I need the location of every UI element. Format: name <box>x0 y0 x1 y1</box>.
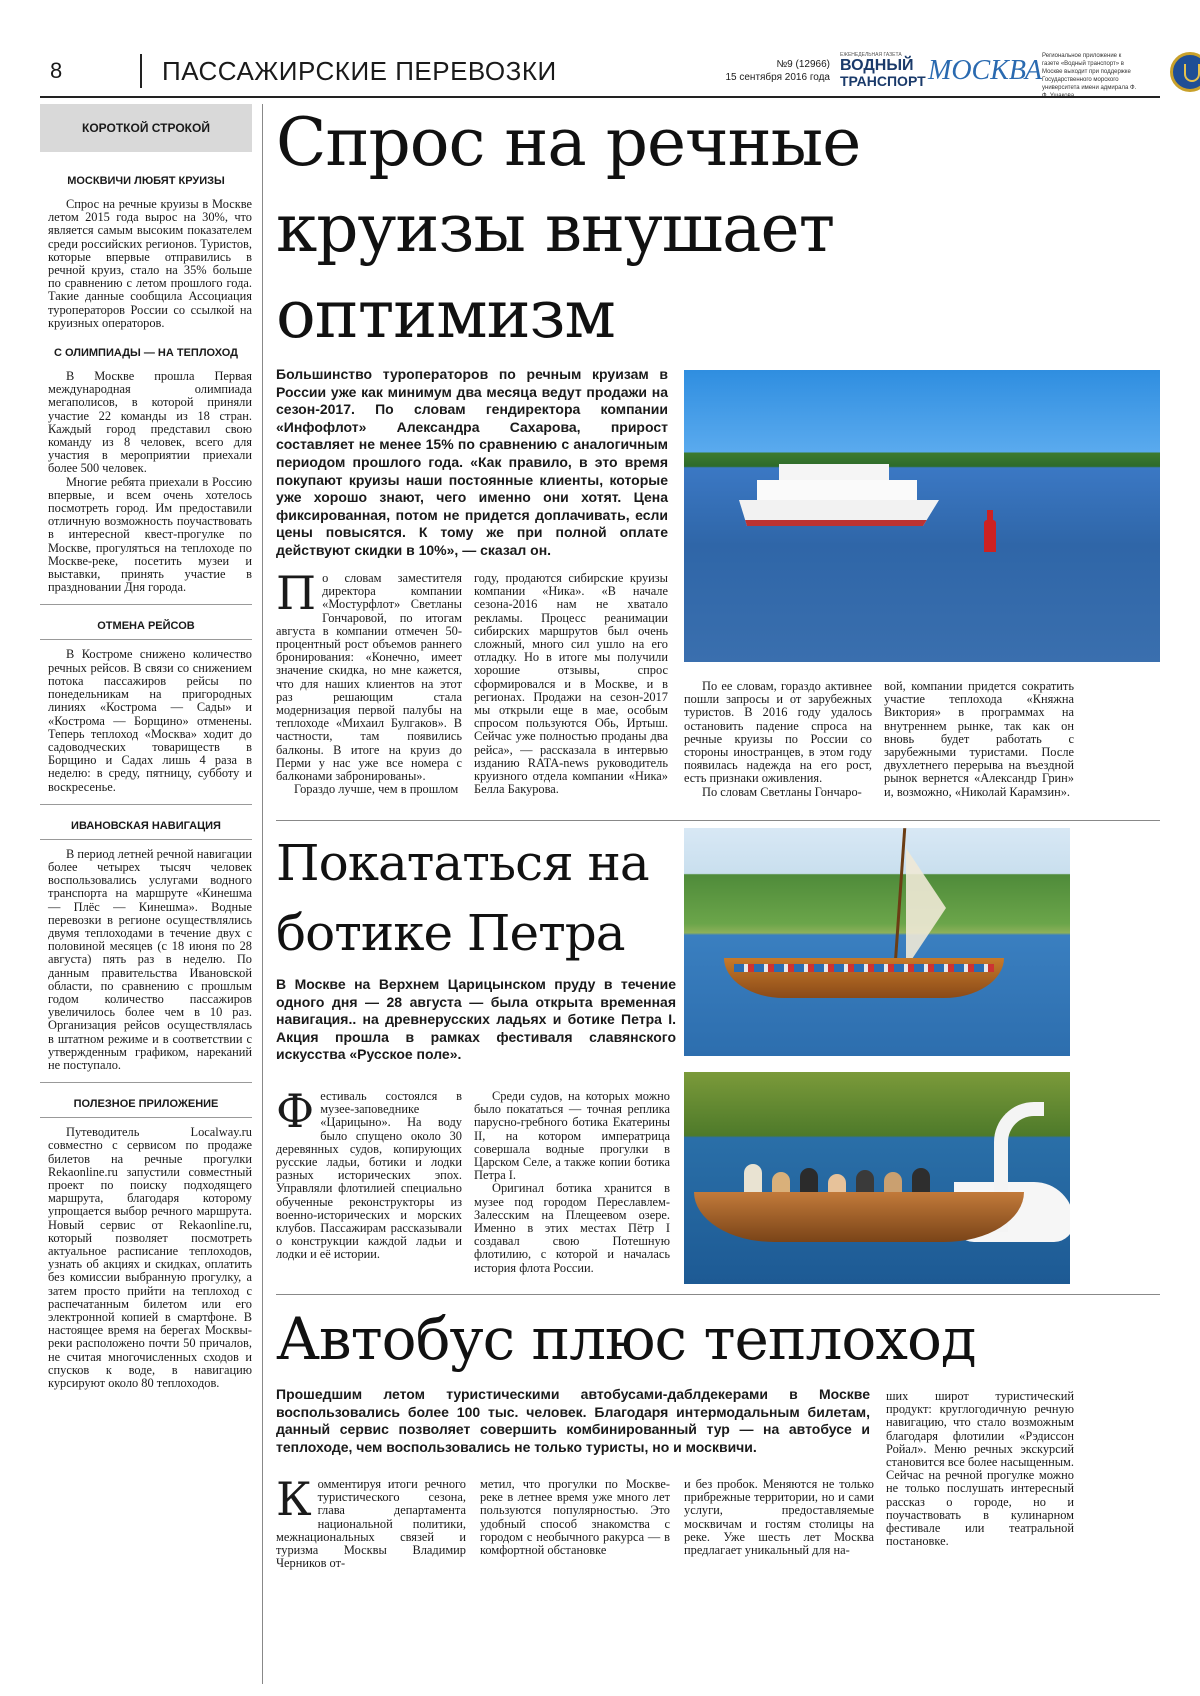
page-header <box>40 48 1160 98</box>
header-note: Региональное приложение к газете «Водный транспорт» в Москве выходит при поддержке Государственного морского университета имени адмирала Ф. <box>1042 53 1137 91</box>
column-text: По словам Светланы Гончаро- <box>702 784 862 799</box>
brief-text: В Костроме снижено количество речных рейсов. В связи со снижением потока пассажиров рейсы по понедельникам на пригородных линиях «Кострома — Сады» и «Кострома — Борщино» отменены. Теперь теплоход «Москва» ходит до садоводческих товариществ в Борщино и Садах лишь 4 раза в неделю: в среду, пятницу, субботу и воскресенье. <box>48 647 252 794</box>
mast-image <box>893 828 906 978</box>
article-column <box>684 1478 874 1557</box>
brief-divider <box>40 839 252 840</box>
brief-divider <box>40 604 252 605</box>
drop-cap: К <box>276 1472 312 1526</box>
header-divider <box>40 96 1160 98</box>
boat-image <box>724 958 1004 998</box>
article-column <box>276 1084 462 1262</box>
column-text: Оригинал ботика хранится в музее под городом Переславлем-Залесским на Плещеевом озере. Именно в этих местах Пётр I создавал свою Потешную флотилию, с которой и началась история флота России. <box>474 1181 670 1275</box>
sidebar-heading: КОРОТКОЙ СТРОКОЙ <box>40 104 252 152</box>
sail-image <box>906 848 946 968</box>
article-column <box>886 1390 1074 1548</box>
article-divider <box>276 820 1160 821</box>
drop-cap: П <box>276 566 317 620</box>
article-column <box>276 1472 466 1571</box>
column-text: метил, что прогулки по Москве-реке в летнее время уже много лет пользуются популярностью. Это удобный способ знакомства с городом с необычного ракурса — в комфортной обстановке <box>480 1477 670 1558</box>
brief-text: Путеводитель Localway.ru совместно с сервисом по продаже билетов на речные прогулки Rekaonline.ru запустили совместный проект по поиску подходящего маршрута, благодаря которому упрощается выбор речного маршрута. Новый сервис от Rekaonline.ru, который позволяет посмотреть актуальное расписание теплоходов, узнать об акциях и скидках, оплатить без комиссии выбранную прогулку, а затем просто прийти на теплоход с распечатанным билетом или его электронной копией в смартфоне. В настоящее время на берегах Москвы-реки расположено почти 50 причалов, не считая многочисленных сходов и спусков к воде, в навигацию курсируют около 80 теплоходов. <box>48 1125 252 1391</box>
article-headline: Покататься на ботике Петра <box>276 834 649 962</box>
logo-word-vodny: ВОДНЫЙ <box>840 57 914 74</box>
column-text: По ее словам, гораздо активнее пошли запросы и от зарубежных туристов. В 2016 году удалось остановить падение спроса на речные круизы по России со стороны иностранцев, в этом году появилась надежда на его рост, есть признаки оживления. <box>684 679 872 786</box>
column-text: году, продаются сибирские круизы компании «Ника». «В начале сезона-2016 нам не хватало рекламы. Процесс реанимации сибирских маршрутов был очень сложный, много сил ушло на его отладку. Но в итоге мы получили хорошие отзывы, спрос сформировался и в Москве, и в регионах. Продажи на сезон-2017 мы открыли еще в мае, особым спросом пользуются Обь, Иртыш. Сейчас уже полностью проданы два рейса», — рассказала в интервью изданию RATA-news руководитель круизного отдела компании «Ника» Белла Бакурова. <box>474 571 668 797</box>
article-headline: Автобус плюс теплоход <box>276 1305 976 1373</box>
brief-divider <box>40 639 252 640</box>
article-column <box>480 1478 670 1557</box>
brief-text: В период летней речной навигации более четырех тысяч человек воспользовались услугами водного транспорта на маршруте «Кинешма — Плёс — Кинешма». Водные перевозки в регионе осуществлялись двумя теплоходами в течение двух с половиной месяцев (с 18 июня по 28 августа) пять раз в неделю. По данным правительства Ивановской области, по сравнению с прошлым годом количество пассажиров увеличилось более чем в 10 раз. Организация рейсов осуществлялась в штатном режиме и в соответствии с утвержденным графиком, нареканий не поступало. <box>48 846 252 1072</box>
issue-date: 15 сентября 2016 года <box>725 72 830 83</box>
photo-cruise-ship <box>684 370 1160 662</box>
section-rubric: ПАССАЖИРСКИЕ ПЕРЕВОЗКИ <box>140 54 557 88</box>
article-divider <box>276 1294 1160 1295</box>
brief-title: ОТМЕНА РЕЙСОВ <box>97 620 195 633</box>
column-text: Гораздо лучше, чем в прошлом <box>294 782 459 797</box>
column-divider <box>262 104 263 1684</box>
photo-swan-boat <box>684 1072 1070 1284</box>
brief-divider <box>40 1117 252 1118</box>
article-headline: Спрос на речные круизы внушает оптимизм <box>276 104 861 353</box>
page-number: 8 <box>50 58 63 83</box>
brief-divider <box>40 1082 252 1083</box>
photo-wooden-boat <box>684 828 1070 1056</box>
article-column <box>474 572 668 796</box>
logo-tagline: ЕЖЕНЕДЕЛЬНАЯ ГАЗЕТА <box>840 52 902 58</box>
boat-image <box>694 1192 1024 1242</box>
brief-text: Спрос на речные круизы в Москве летом 2015 года вырос на 30%, что является самым высоким показателем среди российских регионов. Туристов, которые впервые отправились в речной круиз, стало на 35% больше по сравнению с летом прошлого года. Такие данные сообщила Ассоциация туроператоров России со ссылкой на круизных операторов. <box>48 197 252 330</box>
brief-text: В Москве прошла Первая международная олимпиада мегаполисов, в которой приняли участие 22 команды из 18 стран. Каждый город представил свою команду из 8 человек, всего для участия в мероприятии приехали более 500 человек. <box>48 369 252 476</box>
brief-text: Многие ребята приехали в Россию впервые, и всем очень хотелось посмотреть город. Им предоставили отличную возможность поучаствовать в интересной квест-прогулке по Москве, прогуляться на теплоходе по Москве-реке, посетить музеи и выставки, принять участие в праздновании Дня города. <box>48 474 252 595</box>
brief-divider <box>40 804 252 805</box>
cruise-ship-image <box>739 460 939 528</box>
column-text: ших широт туристический продукт: круглогодичную речную навигацию, что стало возможным благодаря флотилии «Рэдиссон Ройал». Меню речных экскурсий становится все более насыщенным. Сейчас на речной прогулке можно не только послушать интересный рассказ о городе, но и поучаствовать в кулинарном фестивале или театральной постановке. <box>886 1389 1074 1549</box>
article-column <box>474 1090 670 1275</box>
article-column <box>276 566 462 797</box>
article-column <box>884 680 1074 799</box>
column-text: и без пробок. Меняются не только прибрежные территории, но и сами услуги, предоставляемые москвичам и гостям столицы на реке. Уже шесть лет Москва предлагает уникальный для на- <box>684 1477 874 1558</box>
issue-number: №9 (12966) <box>776 59 830 70</box>
buoy-image <box>984 520 996 552</box>
article-lead: Большинство туроператоров по речным круизам в России уже как минимум два месяца ведут продажи на сезон-2017. По словам гендиректора компании «Инфофлот» Александра Сахарова, прирост составляет не менее 15% по сравнению с аналогичным периодом прошлого года. «Как правило, в это время покупают круизы наши постоянные клиенты, которые уже хорошо знают, чего именно они хотят. Цена фиксированная, потом не придется доплачивать, если цены повысятся. К тому же при полной оплате действуют скидки в 10%», — сказал он. <box>276 366 668 558</box>
brief-title: ИВАНОВСКАЯ НАВИГАЦИЯ <box>71 819 221 832</box>
brief-title: ПОЛЕЗНОЕ ПРИЛОЖЕНИЕ <box>73 1098 219 1111</box>
drop-cap: Ф <box>276 1084 315 1138</box>
column-text: естиваль состоялся в музее-заповеднике «Царицыно». На воду было спущено около 30 деревянных судов, копирующих русские ладьи, ботики и лодки разных исторических эпох. Управляли флотилией специально обученные реконструкторы из военно-исторических и морских клубов. Пассажирам рассказывали о конструкции каждой ладьи и лодки и её истории. <box>276 1089 462 1262</box>
logo-word-moskva: МОСКВА <box>928 55 1042 86</box>
brief-title: С ОЛИМПИАДЫ — НА ТЕПЛОХОД <box>53 347 238 360</box>
logo-word-transport: ТРАНСПОРТ <box>840 73 926 89</box>
sidebar-news-briefs <box>40 104 252 1684</box>
column-text: Среди судов, на которых можно было покататься — точная реплика парусно-гребного ботика Екатерины II, на котором императрица совершала водные прогулки в Царском Селе, а также копии ботика Петра I. <box>474 1089 670 1183</box>
column-text: омментируя итоги речного туристического сезона, глава департамента национальной политики, межнациональных связей и туризма Москвы Владимир Черников от- <box>276 1477 466 1571</box>
article-lead: Прошедшим летом туристическими автобусами-даблдекерами в Москве воспользовались более 100 тыс. человек. Благодаря интермодальным билетам, данный сервис позволяет совершить комбинированный тур — на автобусе и теплоходе, чем воспользовались не только туристы, но и москвичи. <box>276 1386 870 1455</box>
brief-title: МОСКВИЧИ ЛЮБЯТ КРУИЗЫ <box>67 175 225 187</box>
column-text: вой, компании придется сократить участие теплохода «Княжна Виктория» в программах на внутреннем рынке, так как он вновь будет работать с зарубежными туристами. После двухлетнего перерыва на въездной рынок вернется «Александр Грин» и, возможно, «Николай Карамзин». <box>884 679 1074 799</box>
university-emblem-icon <box>1170 52 1200 92</box>
newspaper-logo <box>840 52 1070 92</box>
article-column <box>684 680 872 799</box>
column-text: о словам заместителя директора компании «Мостурфлот» Светланы Гончаровой, по итогам августа в компании отмечен 50-процентный рост объемов раннего бронирования: «Конечно, имеет значение скидка, но мне кажется, что для наших клиентов на этот раз решающим стала модернизация первой палубы на теплоходе «Михаил Булгаков». В частности, там появились балконы. В итоге на круиз до Перми у нас уже все номера с балконами забронированы». <box>276 571 462 784</box>
issue-info <box>640 58 830 84</box>
article-lead: В Москве на Верхнем Царицынском пруду в течение одного дня — 28 августа — была открыта временная навигация.. на древнерусских ладьях и ботике Петра I. Акция прошла в рамках фестиваля славянского искусства «Русское поле». <box>276 976 676 1063</box>
